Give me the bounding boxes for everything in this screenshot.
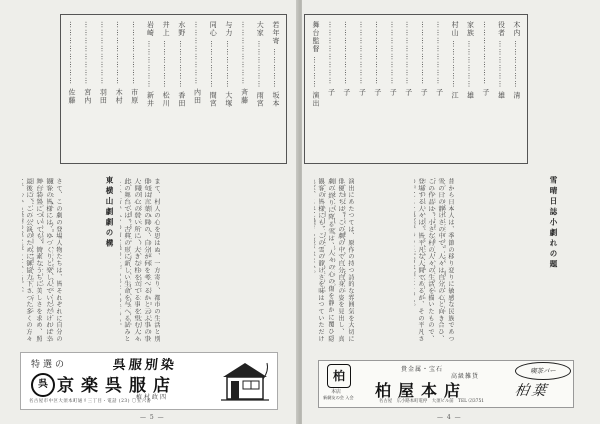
cast-entry: …………………… 子 <box>342 21 351 97</box>
body-text-right-b <box>414 178 454 342</box>
text-column: 観客の皆様には、ゆつくりと楽しんでいただければ幸 <box>45 178 52 342</box>
cast-entry: 大家 ……………… 雨宮 <box>256 21 265 108</box>
shop-emblem-icon: 呉 <box>31 373 55 397</box>
ad-honten: 本店 <box>331 389 342 395</box>
ad-shop-name-right: 柏屋本店 <box>375 381 468 400</box>
text-column: まて、村人の心を思はぬ、一方寄り、都市の生活と別 <box>153 178 160 342</box>
kashiwa-emblem-icon: 柏 <box>327 364 351 388</box>
ad-script-name: 柏葉 <box>513 383 551 399</box>
cast-columns-left <box>67 21 280 157</box>
ad-address-right: 名古屋 広小路本町電停 大須ビル前 TEL ⑵3751 <box>379 399 485 404</box>
cast-list-box-left <box>60 14 287 164</box>
text-column: 昔から日本人は、季節の移り変りに敏感な民族であつ <box>447 178 454 342</box>
text-column: 登場する人々は、皆平凡な人間であるが、その平凡さ <box>417 178 424 342</box>
cast-entry: …………………… 宮内 <box>83 21 92 105</box>
page-number-right: — 4 — <box>437 414 462 421</box>
ad-tag: 特選の <box>31 360 68 370</box>
ad-address: 名古屋市中区大須本町通リ三丁目・電話 (23) 〇五六番 <box>29 399 152 404</box>
cast-entry: 舞台監督 ………… 演出 <box>312 21 320 108</box>
cast-entry: 同心 ……………… 間宮 <box>209 21 218 108</box>
left-page <box>0 0 298 424</box>
page-number-left: — 5 — <box>140 414 165 421</box>
cast-entry: …………………… 子 <box>358 21 367 97</box>
cast-entry: 役者 ……………… 雄 <box>497 21 506 100</box>
cast-entry: …………………… 子 <box>481 21 490 97</box>
cast-list-box-right <box>304 14 528 164</box>
cast-entry: 若年寄 …………… 坂本 <box>271 21 280 108</box>
cast-entry: …………………… 佐藤 <box>68 21 76 105</box>
cast-entry: 岩崎 ……………… 新井 <box>146 21 155 108</box>
text-column: 人間の心の弱い所に、大きな柱を立てる事を望む人々 <box>133 178 140 342</box>
body-text-left-b <box>120 178 160 342</box>
cast-entry: …………………… 木村 <box>115 21 124 105</box>
cast-entry: 村山 ……………… 江 <box>451 21 460 100</box>
cast-entry: …………………… 子 <box>404 21 413 97</box>
cast-entry: 水野 ……………… 香田 <box>177 21 186 108</box>
ad-brush-text: 呉服別染 <box>112 358 178 373</box>
cast-entry: …………………… 子 <box>420 21 429 97</box>
body-text-left-a <box>22 178 62 342</box>
cast-columns-right <box>311 21 521 157</box>
ad-kashiwaya-honten <box>318 360 574 408</box>
section-title-right: 雪晴日誌小劇れの題 <box>549 176 558 271</box>
cast-entry: 家族 ……………… 雄 <box>466 21 475 100</box>
cast-entry: …………………… 子 <box>327 21 336 97</box>
text-column: 観客の皆様にも、この雪の静けさを味はつていただけ <box>317 178 324 342</box>
ad-shop-name: 京楽呉服店 <box>57 376 177 396</box>
text-column: さて、この劇の登場人物たちは、皆それぞれに自分の <box>55 178 62 342</box>
cast-entry: 与力 ……………… 大塚 <box>224 21 233 108</box>
text-column: 最後に、この公演のために御協力下さつた多くの方々 <box>25 178 32 342</box>
ad-items-goods: 高級雑貨 <box>451 373 480 380</box>
cast-entry: 木内 ……………… 清 <box>512 21 521 100</box>
text-column: 此の舞台では、古典の形に新しい生命を与へる試みと <box>123 178 130 342</box>
cast-entry: 井上 ……………… 松川 <box>162 21 171 108</box>
ad-association: 新劇友の会 入会 <box>323 395 354 400</box>
text-column: 雪の日の静けさの中で、人々は自分の心と向き合ひ、 <box>437 178 444 342</box>
cast-entry: …………………… 羽田 <box>99 21 108 105</box>
ad-brand: 植村政四 <box>136 394 169 401</box>
text-column: 俳優たちは、この劇の中で自分自身の姿を見出し、真 <box>337 178 344 342</box>
ad-items-jewelry: 貴金属・宝石 <box>401 366 444 373</box>
body-text-right-a <box>314 178 354 342</box>
cast-entry: …………………… 内田 <box>193 21 202 105</box>
section-title-left: 東横山劇劇の構 <box>105 176 114 250</box>
text-column: 劇の終りに降る雪は、人々の心の傷を静かに覆ひ隠 <box>327 178 334 342</box>
cast-entry: …………………… 市原 <box>130 21 139 105</box>
cast-entry: …………………… 子 <box>435 21 444 97</box>
text-column: この作品は、小さな村の人々の生活を描いたもので、 <box>427 178 434 342</box>
text-column: 舞台装置についても、簡素なうちに美しさを求め、照 <box>35 178 42 342</box>
ad-cafe-bubble: 喫茶バー <box>515 362 571 380</box>
cast-entry: …………………… 斉藤 <box>240 21 249 105</box>
storefront-illustration-icon <box>219 359 271 403</box>
cast-entry: …………………… 子 <box>373 21 382 97</box>
ad-kyoraku-gofukuten <box>20 352 278 410</box>
text-column: 俳句は言葉の間の、自分が何を考へるかと云ふ事の事 <box>143 178 150 342</box>
text-column: 演出にあたつては、原作の持つ詩的な雰囲気を大切に <box>347 178 354 342</box>
cast-entry: …………………… 子 <box>389 21 398 97</box>
